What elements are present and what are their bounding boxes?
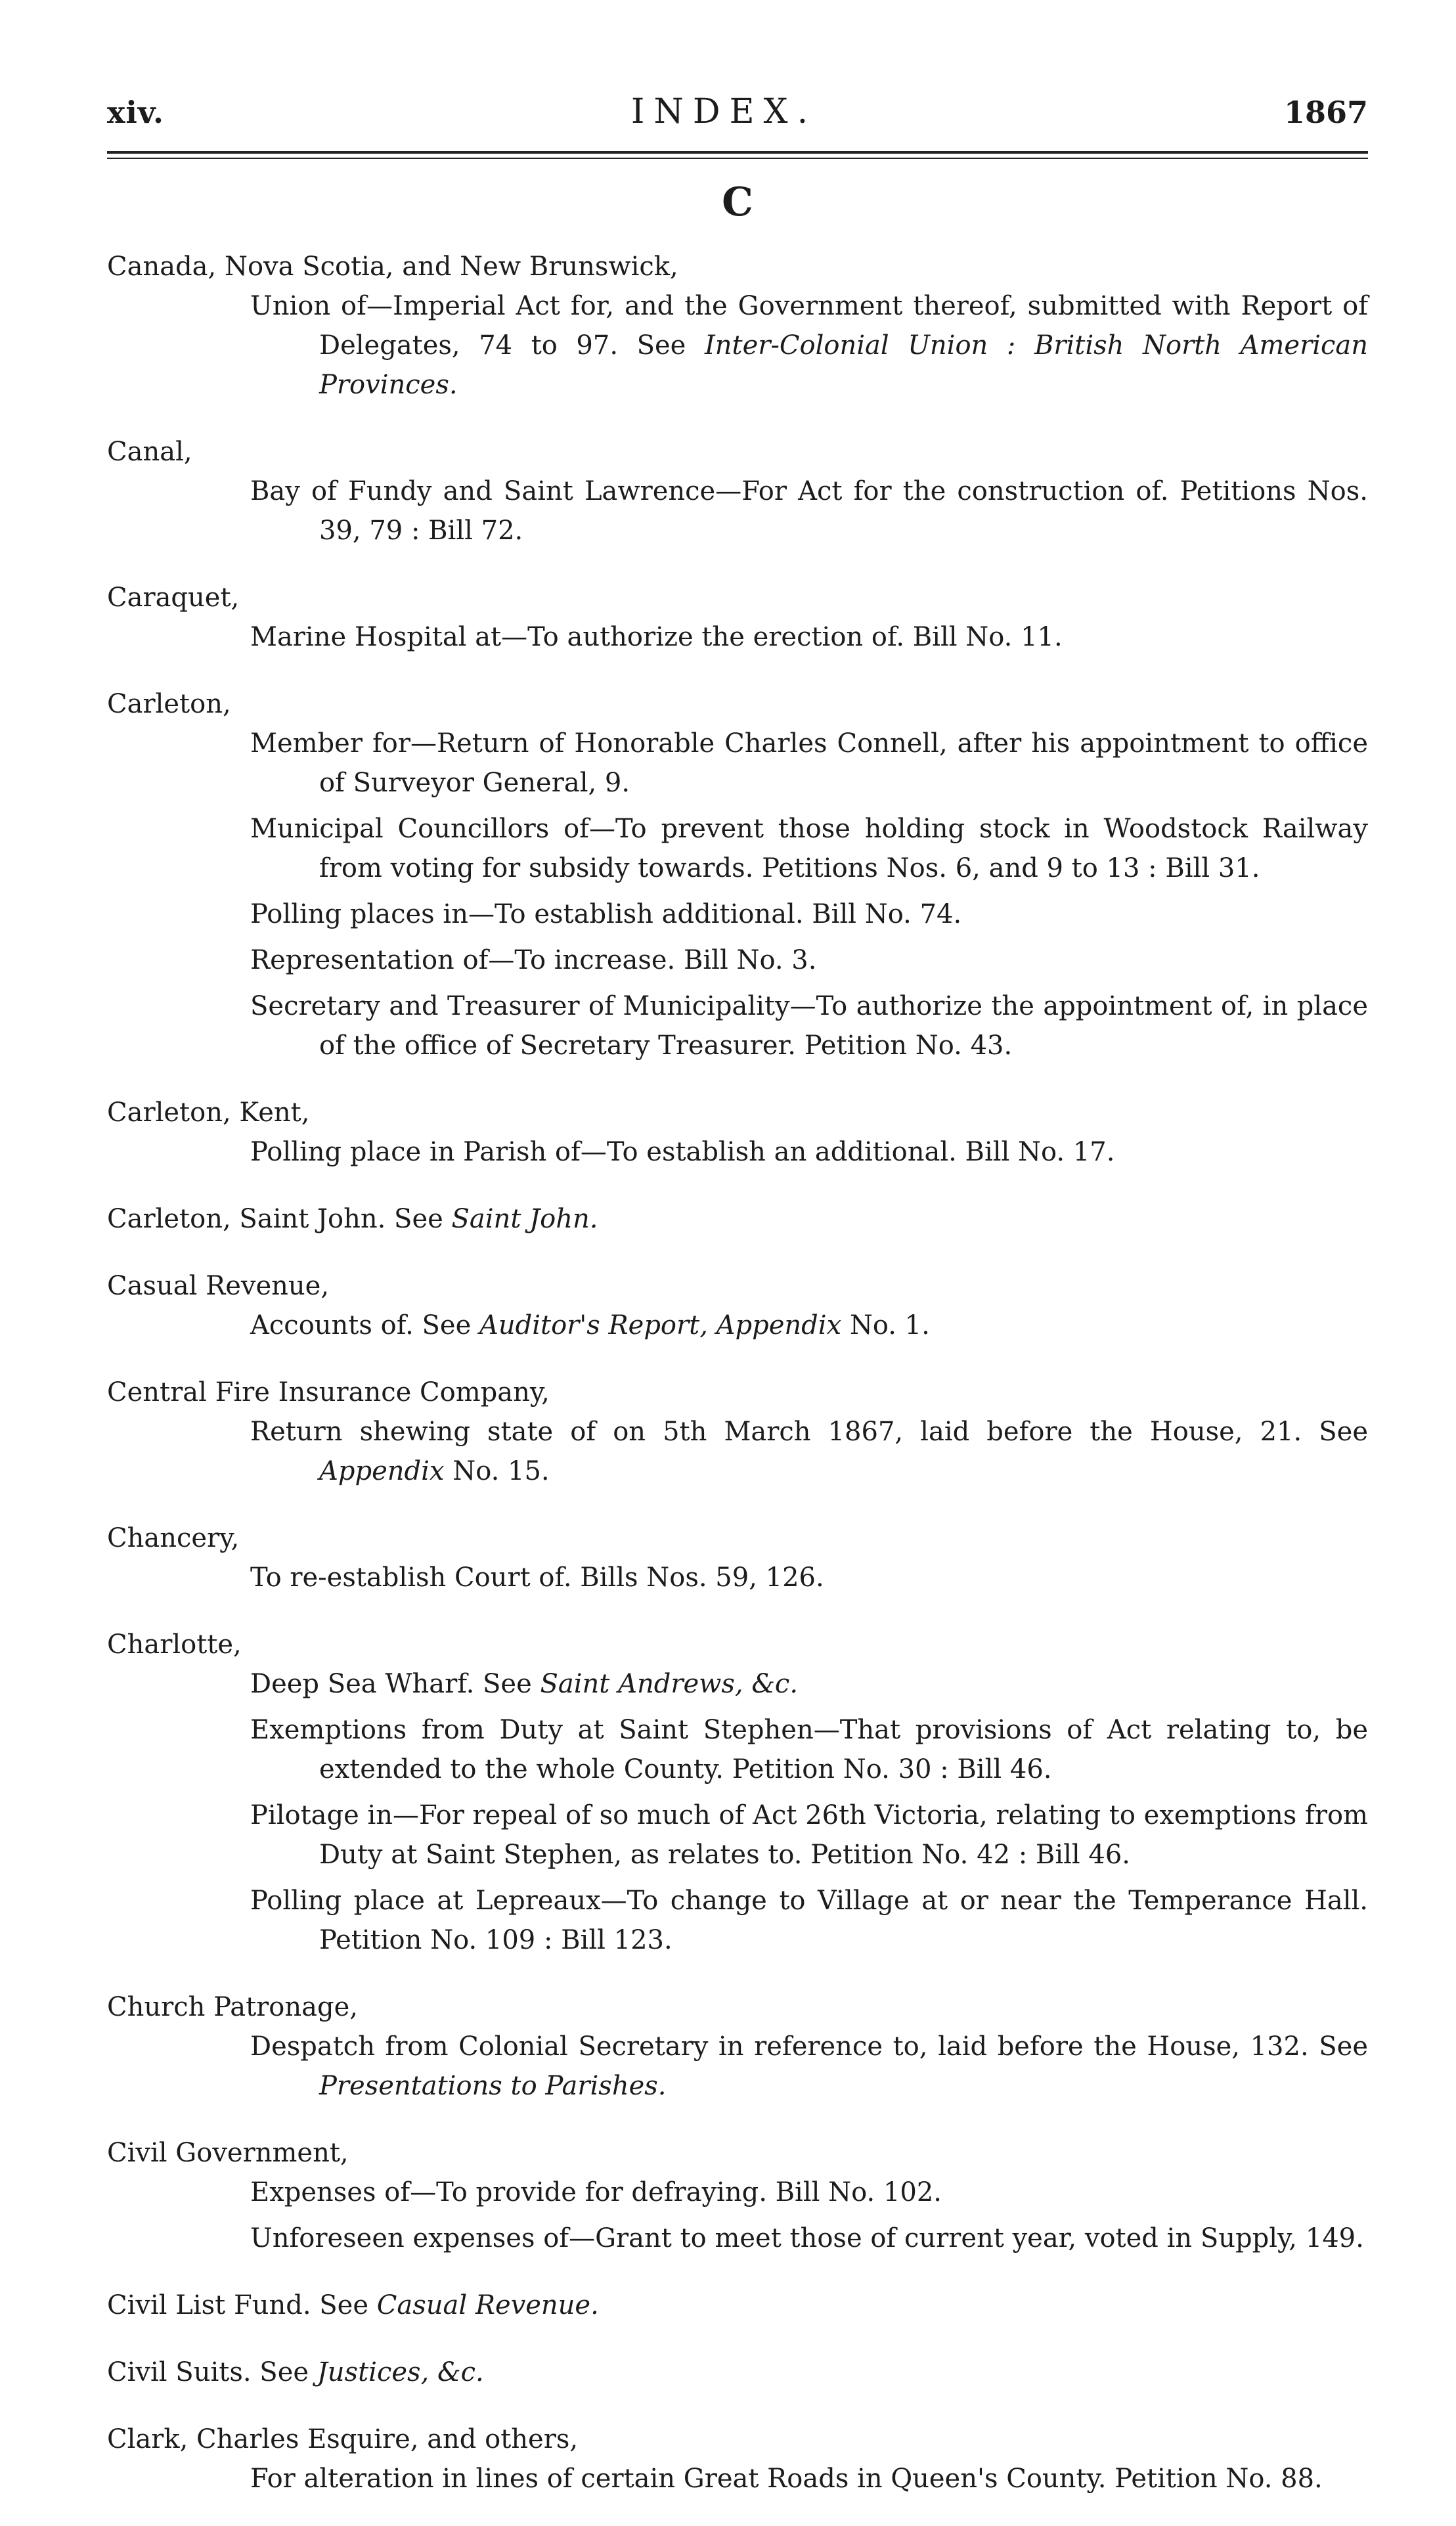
entry-heading [107, 2420, 1368, 2459]
index-entry [107, 1266, 1368, 1345]
entry-subitem [107, 1412, 1368, 1491]
subitem-reference: Saint Andrews, &c. [540, 1669, 799, 1699]
subitem-text: Marine Hospital at—To authorize the erection of. Bill No. 11. [250, 622, 1063, 652]
subitem-text: Exemptions from Duty at Saint Stephen—That provisions of Act relating to, be extended to the whole County. Petition No. 30 : Bill 46. [250, 1715, 1368, 1784]
entry-subitem [107, 986, 1368, 1065]
entry-subitem [107, 1132, 1368, 1172]
page-header [107, 92, 1368, 144]
entry-heading-text: Civil List Fund. See [107, 2290, 377, 2320]
entry-heading-text: Civil Government, [107, 2138, 349, 2168]
entry-subitem [107, 2219, 1368, 2258]
subitem-text: Expenses of—To provide for defraying. Bill No. 102. [250, 2177, 942, 2207]
entry-heading-text: Carleton, [107, 689, 231, 719]
entry-heading-text: Canada, Nova Scotia, and New Brunswick, [107, 252, 678, 282]
entry-heading [107, 1093, 1368, 1132]
entry-subitem [107, 1306, 1368, 1345]
index-entry [107, 1625, 1368, 1960]
entry-subitem [107, 286, 1368, 405]
entry-heading-text: Clark, Charles Esquire, and others, [107, 2424, 579, 2454]
index-entry [107, 2353, 1368, 2392]
entry-subitem [107, 1881, 1368, 1960]
index-entry [107, 1199, 1368, 1239]
entry-heading [107, 2353, 1368, 2392]
subitem-text: Member for—Return of Honorable Charles Connell, after his appointment to office of Surveyor General, 9. [250, 728, 1368, 798]
entry-subitem [107, 895, 1368, 934]
entry-subitem [107, 809, 1368, 888]
page-number: xiv. [107, 95, 165, 130]
index-entry [107, 1518, 1368, 1597]
entry-heading [107, 2133, 1368, 2173]
entry-heading-reference: Justices, &c. [317, 2357, 484, 2387]
subitem-text: To re-establish Court of. Bills Nos. 59, 126. [250, 1562, 824, 1593]
subitem-text: For alteration in lines of certain Great Roads in Queen's County. Petition No. 88. [250, 2464, 1323, 2494]
subitem-text: Accounts of. See [250, 1310, 479, 1341]
subitem-text: Pilotage in—For repeal of so much of Act 26th Victoria, relating to exemptions from Duty at Saint Stephen, as relates to. Petition No. 42 : Bill 46. [250, 1800, 1368, 1870]
entry-heading-text: Civil Suits. See [107, 2357, 317, 2387]
entry-subitem [107, 1664, 1368, 1704]
entry-heading [107, 2286, 1368, 2325]
index-entry [107, 684, 1368, 1065]
entry-heading-text: Carleton, Saint John. See [107, 1204, 452, 1234]
entry-subitem [107, 941, 1368, 980]
entry-heading-text: Church Patronage, [107, 1992, 358, 2022]
entry-heading [107, 247, 1368, 286]
entry-subitem [107, 1558, 1368, 1597]
index-entry [107, 432, 1368, 550]
subitem-reference: Appendix [319, 1456, 445, 1486]
subitem-reference: Inter-Colonial Union : British North American Provinces. [319, 330, 1369, 400]
entry-heading [107, 1518, 1368, 1558]
subitem-tail: No. 1. [841, 1310, 930, 1341]
subitem-reference: Auditor's Report, Appendix [479, 1310, 842, 1341]
subitem-text: Bay of Fundy and Saint Lawrence—For Act for the construction of. Petitions Nos. 39, 79 : Bill 72. [250, 476, 1368, 546]
index-entry [107, 247, 1368, 405]
entry-subitem [107, 617, 1368, 657]
subitem-text: Despatch from Colonial Secretary in reference to, laid before the House, 132. See [250, 2031, 1368, 2062]
subitem-text: Polling place in Parish of—To establish an additional. Bill No. 17. [250, 1137, 1115, 1167]
index-entry [107, 2286, 1368, 2325]
entry-heading [107, 1266, 1368, 1306]
entry-heading-text: Caraquet, [107, 583, 240, 613]
entry-heading-text: Canal, [107, 437, 192, 467]
entry-subitem [107, 472, 1368, 550]
entry-heading-text: Chancery, [107, 1523, 240, 1553]
entry-heading [107, 1987, 1368, 2027]
index-entry [107, 1987, 1368, 2106]
entry-heading [107, 684, 1368, 724]
entry-heading-text: Carleton, Kent, [107, 1097, 310, 1128]
subitem-text: Polling places in—To establish additional. Bill No. 74. [250, 899, 962, 929]
entry-heading [107, 578, 1368, 617]
entry-subitem [107, 2173, 1368, 2212]
index-entry [107, 2420, 1368, 2498]
subitem-reference: Presentations to Parishes. [319, 2071, 667, 2101]
entry-subitem [107, 1796, 1368, 1874]
subitem-text: Polling place at Lepreaux—To change to Village at or near the Temperance Hall. Petition No. 109 : Bill 123. [250, 1886, 1368, 1955]
entry-subitem [107, 2027, 1368, 2106]
entry-heading [107, 1625, 1368, 1664]
header-rule [107, 151, 1368, 154]
index-entry [107, 2133, 1368, 2258]
subitem-text: Municipal Councillors of—To prevent those holding stock in Woodstock Railway from voting for subsidy towards. Petitions Nos. 6, and 9 to 13 : Bill 31. [250, 814, 1368, 883]
entry-heading-text: Central Fire Insurance Company, [107, 1377, 550, 1407]
index-entry [107, 1093, 1368, 1172]
entry-heading [107, 1373, 1368, 1412]
subitem-text: Unforeseen expenses of—Grant to meet those of current year, voted in Supply, 149. [250, 2223, 1364, 2253]
entry-heading [107, 432, 1368, 472]
page-title: INDEX. [630, 92, 818, 131]
subitem-text: Secretary and Treasurer of Municipality—To authorize the appointment of, in place of the office of Secretary Treasurer. Petition No. 43. [250, 991, 1368, 1061]
entry-subitem [107, 724, 1368, 803]
page-year: 1867 [1283, 95, 1368, 130]
entry-subitem [107, 2459, 1368, 2498]
entry-heading-text: Charlotte, [107, 1629, 242, 1660]
header-rule-thin [107, 158, 1368, 159]
index-entries [107, 247, 1368, 2498]
index-entry [107, 578, 1368, 657]
index-page [107, 92, 1368, 2526]
entry-subitem [107, 1710, 1368, 1789]
subitem-tail: No. 15. [444, 1456, 550, 1486]
subitem-text: Deep Sea Wharf. See [250, 1669, 540, 1699]
section-letter: C [722, 179, 753, 225]
subitem-text: Return shewing state of on 5th March 1867, laid before the House, 21. See [250, 1417, 1368, 1447]
subitem-text: Representation of—To increase. Bill No. 3. [250, 945, 817, 975]
subitem-text: Union of—Imperial Act for, and the Government thereof, submitted with Report of Delegates, 74 to 97. See [250, 291, 1368, 361]
entry-heading-reference: Casual Revenue. [376, 2290, 599, 2320]
entry-heading-reference: Saint John. [451, 1204, 598, 1234]
entry-heading-text: Casual Revenue, [107, 1271, 330, 1301]
entry-heading [107, 1199, 1368, 1239]
index-entry [107, 1373, 1368, 1491]
